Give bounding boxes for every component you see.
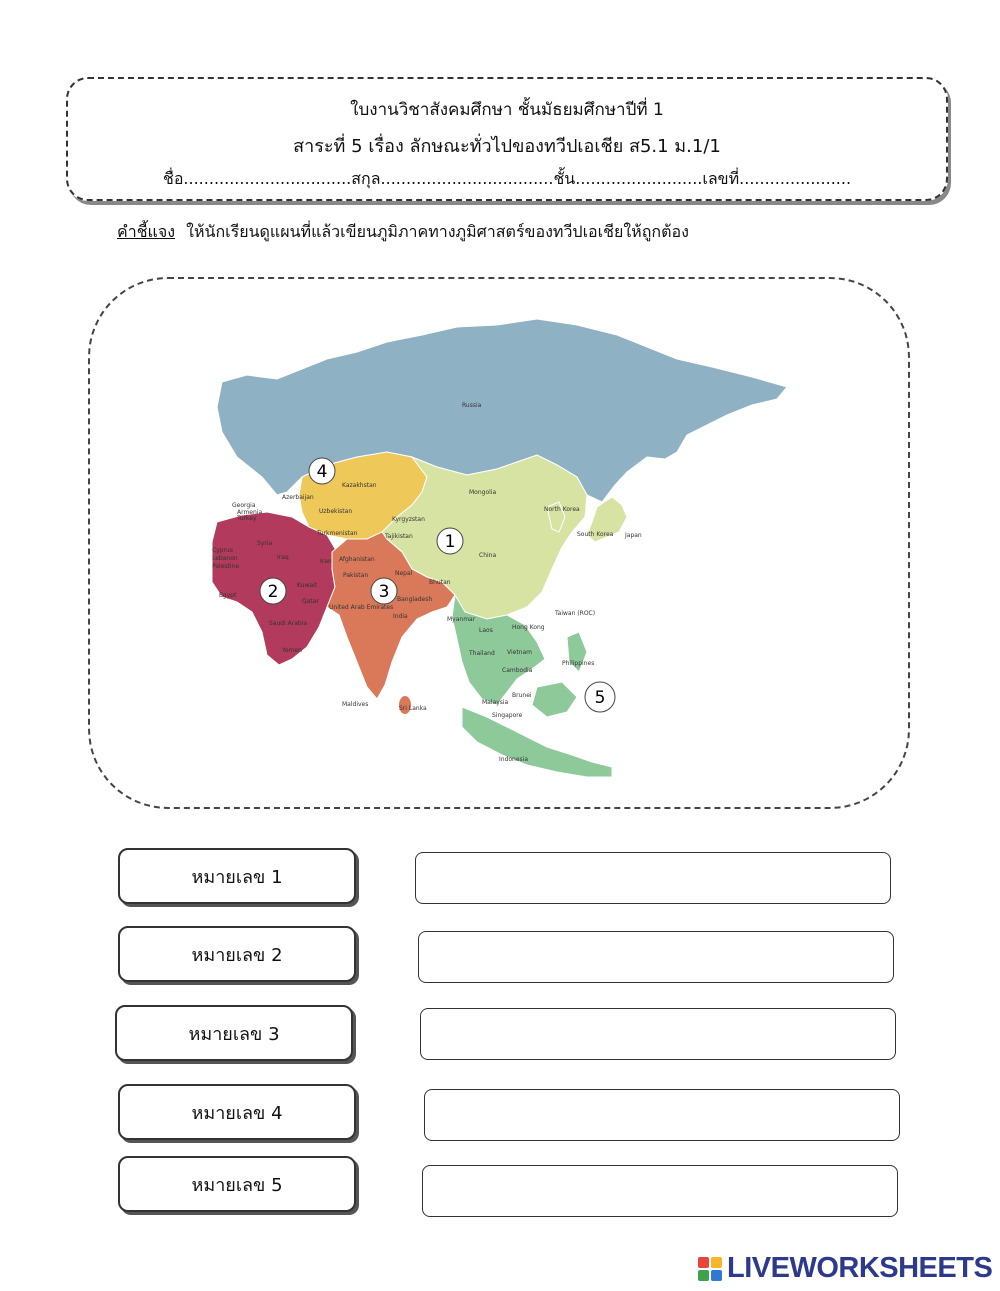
label-malaysia: Malaysia <box>482 699 509 706</box>
label-laos: Laos <box>479 627 493 634</box>
label-azerbaijan: Azerbaijan <box>282 494 314 501</box>
answer-input-4[interactable] <box>424 1089 900 1141</box>
label-number-4: หมายเลข 4 <box>118 1084 356 1140</box>
worksheet-title: ใบงานวิชาสังคมศึกษา ชั้นมัธยมศึกษาปีที่ 1 <box>350 100 664 120</box>
marker-1 <box>437 528 463 554</box>
answer-input-1[interactable] <box>415 852 891 904</box>
label-kazakhstan: Kazakhstan <box>342 482 377 489</box>
label-syria: Syria <box>257 540 273 547</box>
svg-text:2: 2 <box>267 582 279 602</box>
label-sri-lanka: Sri Lanka <box>399 705 427 712</box>
label-brunei: Brunei <box>512 692 532 699</box>
label-turkey: Turkey <box>237 515 257 522</box>
label-japan: Japan <box>625 532 642 539</box>
label-tajikistan: Tajikistan <box>385 533 413 540</box>
label-nepal: Nepal <box>395 570 413 577</box>
label-indonesia: Indonesia <box>499 756 529 763</box>
label-number-2: หมายเลข 2 <box>118 926 356 982</box>
answer-input-2[interactable] <box>418 931 894 983</box>
label-egypt: Egypt <box>219 592 237 599</box>
label-lebanon: Lebanon <box>212 555 238 562</box>
label-myanmar: Myanmar <box>447 616 476 623</box>
label-pakistan: Pakistan <box>343 572 369 579</box>
svg-text:1: 1 <box>444 532 456 552</box>
label-uae: United Arab Emirates <box>329 604 394 611</box>
label-qatar: Qatar <box>302 598 319 605</box>
label-bhutan: Bhutan <box>429 579 451 586</box>
instruction-label: คำชี้แจง <box>117 222 176 241</box>
label-number-3: หมายเลข 3 <box>115 1005 353 1061</box>
marker-5 <box>585 682 615 712</box>
label-thailand: Thailand <box>469 650 495 657</box>
label-maldives: Maldives <box>342 701 369 708</box>
label-vietnam: Vietnam <box>507 649 533 656</box>
instruction <box>117 220 689 245</box>
label-china: China <box>479 552 497 559</box>
logo-text: LIVEWORKSHEETS <box>727 1252 993 1284</box>
label-cambodia: Cambodia <box>502 667 533 674</box>
label-south-korea: South Korea <box>577 531 614 538</box>
instruction-text: ให้นักเรียนดูแผนที่แล้วเขียนภูมิภาคทางภูมิศาสตร์ของทวีปเอเชียให้ถูกต้อง <box>186 222 689 241</box>
label-cyprus: Cyprus <box>212 547 233 554</box>
liveworksheets-logo <box>698 1252 992 1285</box>
student-info-line: ชื่อ.................................สกุล..................................ชั้น.........................เลขที่...................... <box>162 169 852 188</box>
label-afghanistan: Afghanistan <box>339 556 375 563</box>
label-georgia: Georgia <box>232 502 256 509</box>
label-yemen: Yemen <box>282 647 302 654</box>
label-hong-kong: Hong Kong <box>512 624 545 631</box>
label-saudi-arabia: Saudi Arabia <box>269 620 308 627</box>
label-india: India <box>393 613 408 620</box>
marker-3 <box>371 578 397 604</box>
marker-2 <box>260 578 286 604</box>
label-kuwait: Kuwait <box>297 582 318 589</box>
svg-text:4: 4 <box>316 462 328 482</box>
label-iraq: Iraq <box>277 554 289 561</box>
label-philippines: Philippines <box>562 660 595 667</box>
label-armenia: Armenia <box>237 509 263 516</box>
svg-text:3: 3 <box>378 582 390 602</box>
label-north-korea: North Korea <box>544 506 580 513</box>
label-number-5: หมายเลข 5 <box>118 1156 356 1212</box>
label-number-1: หมายเลข 1 <box>118 848 356 904</box>
label-uzbekistan: Uzbekistan <box>319 508 353 515</box>
logo-mark-icon <box>698 1257 722 1281</box>
label-bangladesh: Bangladesh <box>397 596 433 603</box>
label-mongolia: Mongolia <box>469 489 497 496</box>
label-palestine: Palestine <box>212 563 240 570</box>
worksheet-subtitle: สาระที่ 5 เรื่อง ลักษณะทั่วไปของทวีปเอเชีย ส5.1 ม.1/1 <box>293 136 721 157</box>
header-box <box>66 77 948 201</box>
marker-4 <box>309 458 335 484</box>
asia-map <box>207 307 789 779</box>
label-turkmenistan: Turkmenistan <box>317 530 358 537</box>
label-kyrgyzstan: Kyrgyzstan <box>392 516 425 523</box>
label-iran: Iran <box>320 558 332 565</box>
label-russia: Russia <box>462 402 482 409</box>
svg-text:5: 5 <box>594 688 606 708</box>
label-taiwan: Taiwan (ROC) <box>555 610 596 617</box>
answer-input-3[interactable] <box>420 1008 896 1060</box>
label-singapore: Singapore <box>492 712 523 719</box>
answer-input-5[interactable] <box>422 1165 898 1217</box>
